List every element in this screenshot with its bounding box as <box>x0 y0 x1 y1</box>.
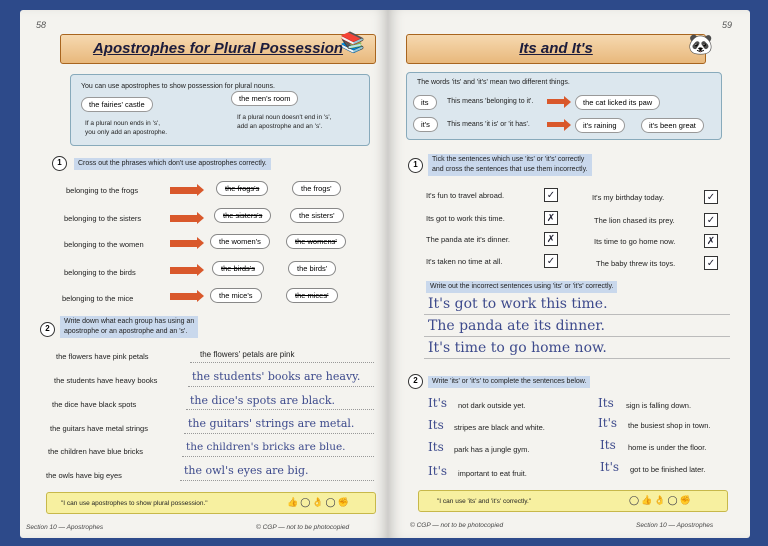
sentence: important to eat fruit. <box>458 469 527 478</box>
footer-copyright: © CGP — not to be photocopied <box>410 522 504 529</box>
word-chip: it's <box>413 117 438 132</box>
handwritten-answer[interactable]: the guitars' strings are metal. <box>188 417 355 430</box>
example-chip: the cat licked its paw <box>575 95 660 110</box>
handwritten-answer[interactable]: It's <box>598 416 618 430</box>
phrase: belonging to the sisters <box>64 214 142 223</box>
phrase: the dice have black spots <box>52 400 137 409</box>
intro-text: The words 'its' and 'it's' mean two different things. <box>417 79 570 86</box>
arrow-icon <box>547 122 565 127</box>
handwritten-answer[interactable]: It's got to work this time. <box>428 296 608 312</box>
writing-line <box>188 386 374 387</box>
handwritten-answer[interactable]: Its <box>600 438 616 452</box>
answer-option[interactable]: the birds's <box>212 261 264 276</box>
panda-icon: 🐼 <box>688 34 713 56</box>
answer-option[interactable]: the womens' <box>286 234 346 249</box>
handwritten-answer[interactable]: It's <box>428 464 448 478</box>
arrow-icon <box>170 240 198 247</box>
answer-option[interactable]: the frogs's <box>216 181 268 196</box>
sentence: got to be finished later. <box>630 465 706 474</box>
arrow-icon <box>170 267 198 274</box>
question-number: 1 <box>52 156 67 171</box>
page-number: 58 <box>36 20 47 30</box>
sentence: not dark outside yet. <box>458 401 526 410</box>
meaning-text: This means 'it is' or 'it has'. <box>447 121 530 128</box>
handwritten-answer[interactable]: Its <box>428 418 444 432</box>
phrase: the flowers have pink petals <box>56 352 149 361</box>
page-number: 59 <box>721 20 732 30</box>
handwritten-answer[interactable]: It's <box>428 396 448 410</box>
answer-option[interactable]: the sisters' <box>290 208 344 223</box>
self-assessment-text: "I can use apostrophes to show plural possession." <box>61 500 208 507</box>
writing-line <box>424 358 730 359</box>
answer-option[interactable]: the mices' <box>286 288 338 303</box>
rating-icons[interactable]: ◯👍👌◯✊ <box>629 495 693 505</box>
answer-option[interactable]: the sisters's <box>214 208 271 223</box>
intro-text: You can use apostrophes to show possession for plural nouns. <box>81 83 275 90</box>
writing-line <box>424 336 730 337</box>
tick-box[interactable]: ✓ <box>704 213 718 227</box>
self-assessment-box <box>418 490 728 512</box>
handwritten-answer[interactable]: the students' books are heavy. <box>192 370 361 383</box>
question-instruction: Write 'its' or 'it's' to complete the sentences below. <box>428 376 590 388</box>
question-instruction: Tick the sentences which use 'its' or 'it's' correctly and cross the sentences that use them incorrectly. <box>428 154 592 176</box>
writing-line <box>182 456 374 457</box>
handwritten-answer[interactable]: The panda ate its dinner. <box>428 318 605 334</box>
handwritten-answer[interactable]: Its <box>428 440 444 454</box>
rewrite-instruction: Write out the incorrect sentences using 'its' or 'it's' correctly. <box>426 281 617 293</box>
phrase: the children have blue bricks <box>48 447 144 456</box>
writing-line <box>424 314 730 315</box>
left-page <box>20 10 388 538</box>
info-box <box>406 72 722 140</box>
sentence: It's taken no time at all. <box>426 257 503 266</box>
rating-icons[interactable]: 👍◯👌◯✊ <box>287 497 351 507</box>
sentence: The panda ate it's dinner. <box>426 235 510 244</box>
self-assessment-text: "I can use 'its' and 'it's' correctly." <box>437 498 532 505</box>
phrase: belonging to the birds <box>64 268 136 277</box>
rule-text: If a plural noun doesn't end in 's', add an apostrophe and an 's'. <box>237 114 332 130</box>
example-chip: it's raining <box>575 118 625 133</box>
writing-line <box>180 480 374 481</box>
sentence: Its got to work this time. <box>426 214 505 223</box>
writing-line <box>190 362 374 363</box>
example-chip: the men's room <box>231 91 298 106</box>
footer-section: Section 10 — Apostrophes <box>636 522 714 529</box>
sentence: home is under the floor. <box>628 443 707 452</box>
answer-text: the flowers' petals are pink <box>200 350 295 359</box>
sentence: sign is falling down. <box>626 401 692 410</box>
handwritten-answer[interactable]: Its <box>598 396 614 410</box>
footer-section: Section 10 — Apostrophes <box>26 524 104 531</box>
answer-option[interactable]: the frogs' <box>292 181 341 196</box>
sentence: It's fun to travel abroad. <box>426 191 505 200</box>
phrase: the students have heavy books <box>54 376 158 385</box>
phrase: belonging to the mice <box>62 294 134 303</box>
arrow-icon <box>170 187 198 194</box>
self-assessment-box <box>46 492 376 514</box>
right-page <box>388 10 750 538</box>
phrase: the owls have big eyes <box>46 471 122 480</box>
phrase: belonging to the women <box>64 240 144 249</box>
book-stack-icon: 📚 <box>340 32 365 54</box>
page-title: Apostrophes for Plural Possession <box>92 40 344 57</box>
info-box <box>70 74 370 146</box>
handwritten-answer[interactable]: It's <box>600 460 620 474</box>
answer-option[interactable]: the mice's <box>210 288 262 303</box>
handwritten-answer[interactable]: the dice's spots are black. <box>190 394 336 407</box>
sentence: It's my birthday today. <box>592 193 665 202</box>
tick-box[interactable]: ✓ <box>544 254 558 268</box>
sentence: The lion chased its prey. <box>594 216 675 225</box>
page-title-banner <box>60 34 376 64</box>
handwritten-answer[interactable]: the owl's eyes are big. <box>184 464 309 477</box>
question-number: 2 <box>40 322 55 337</box>
question-number: 1 <box>408 158 423 173</box>
question-number: 2 <box>408 374 423 389</box>
arrow-icon <box>170 215 198 222</box>
question-instruction: Write down what each group has using an apostrophe or an apostrophe and an 's'. <box>60 316 198 338</box>
tick-box[interactable]: ✗ <box>544 211 558 225</box>
tick-box[interactable]: ✗ <box>544 232 558 246</box>
tick-box[interactable]: ✗ <box>704 234 718 248</box>
rule-text: If a plural noun ends in 's', you only add an apostrophe. <box>85 120 168 136</box>
writing-line <box>184 433 374 434</box>
sentence: the busiest shop in town. <box>628 421 711 430</box>
page-title: Its and It's <box>519 40 593 57</box>
meaning-text: This means 'belonging to it'. <box>447 98 534 105</box>
phrase: the guitars have metal strings <box>50 424 148 433</box>
answer-option[interactable]: the women's <box>210 234 270 249</box>
arrow-icon <box>170 293 198 300</box>
sentence: park has a jungle gym. <box>454 445 530 454</box>
tick-box[interactable]: ✓ <box>704 190 718 204</box>
example-chip: the fairies' castle <box>81 97 153 112</box>
page-title-banner <box>406 34 706 64</box>
arrow-icon <box>547 99 565 104</box>
tick-box[interactable]: ✓ <box>544 188 558 202</box>
answer-option[interactable]: the birds' <box>288 261 336 276</box>
phrase: belonging to the frogs <box>66 186 139 195</box>
handwritten-answer[interactable]: the children's bricks are blue. <box>186 441 346 453</box>
tick-box[interactable]: ✓ <box>704 256 718 270</box>
sentence: stripes are black and white. <box>454 423 545 432</box>
question-instruction: Cross out the phrases which don't use apostrophes correctly. <box>74 158 271 170</box>
handwritten-answer[interactable]: It's time to go home now. <box>428 340 607 356</box>
footer-copyright: © CGP — not to be photocopied <box>256 524 350 531</box>
sentence: Its time to go home now. <box>594 237 676 246</box>
example-chip: it's been great <box>641 118 704 133</box>
sentence: The baby threw its toys. <box>596 259 676 268</box>
word-chip: its <box>413 95 437 110</box>
writing-line <box>186 409 374 410</box>
